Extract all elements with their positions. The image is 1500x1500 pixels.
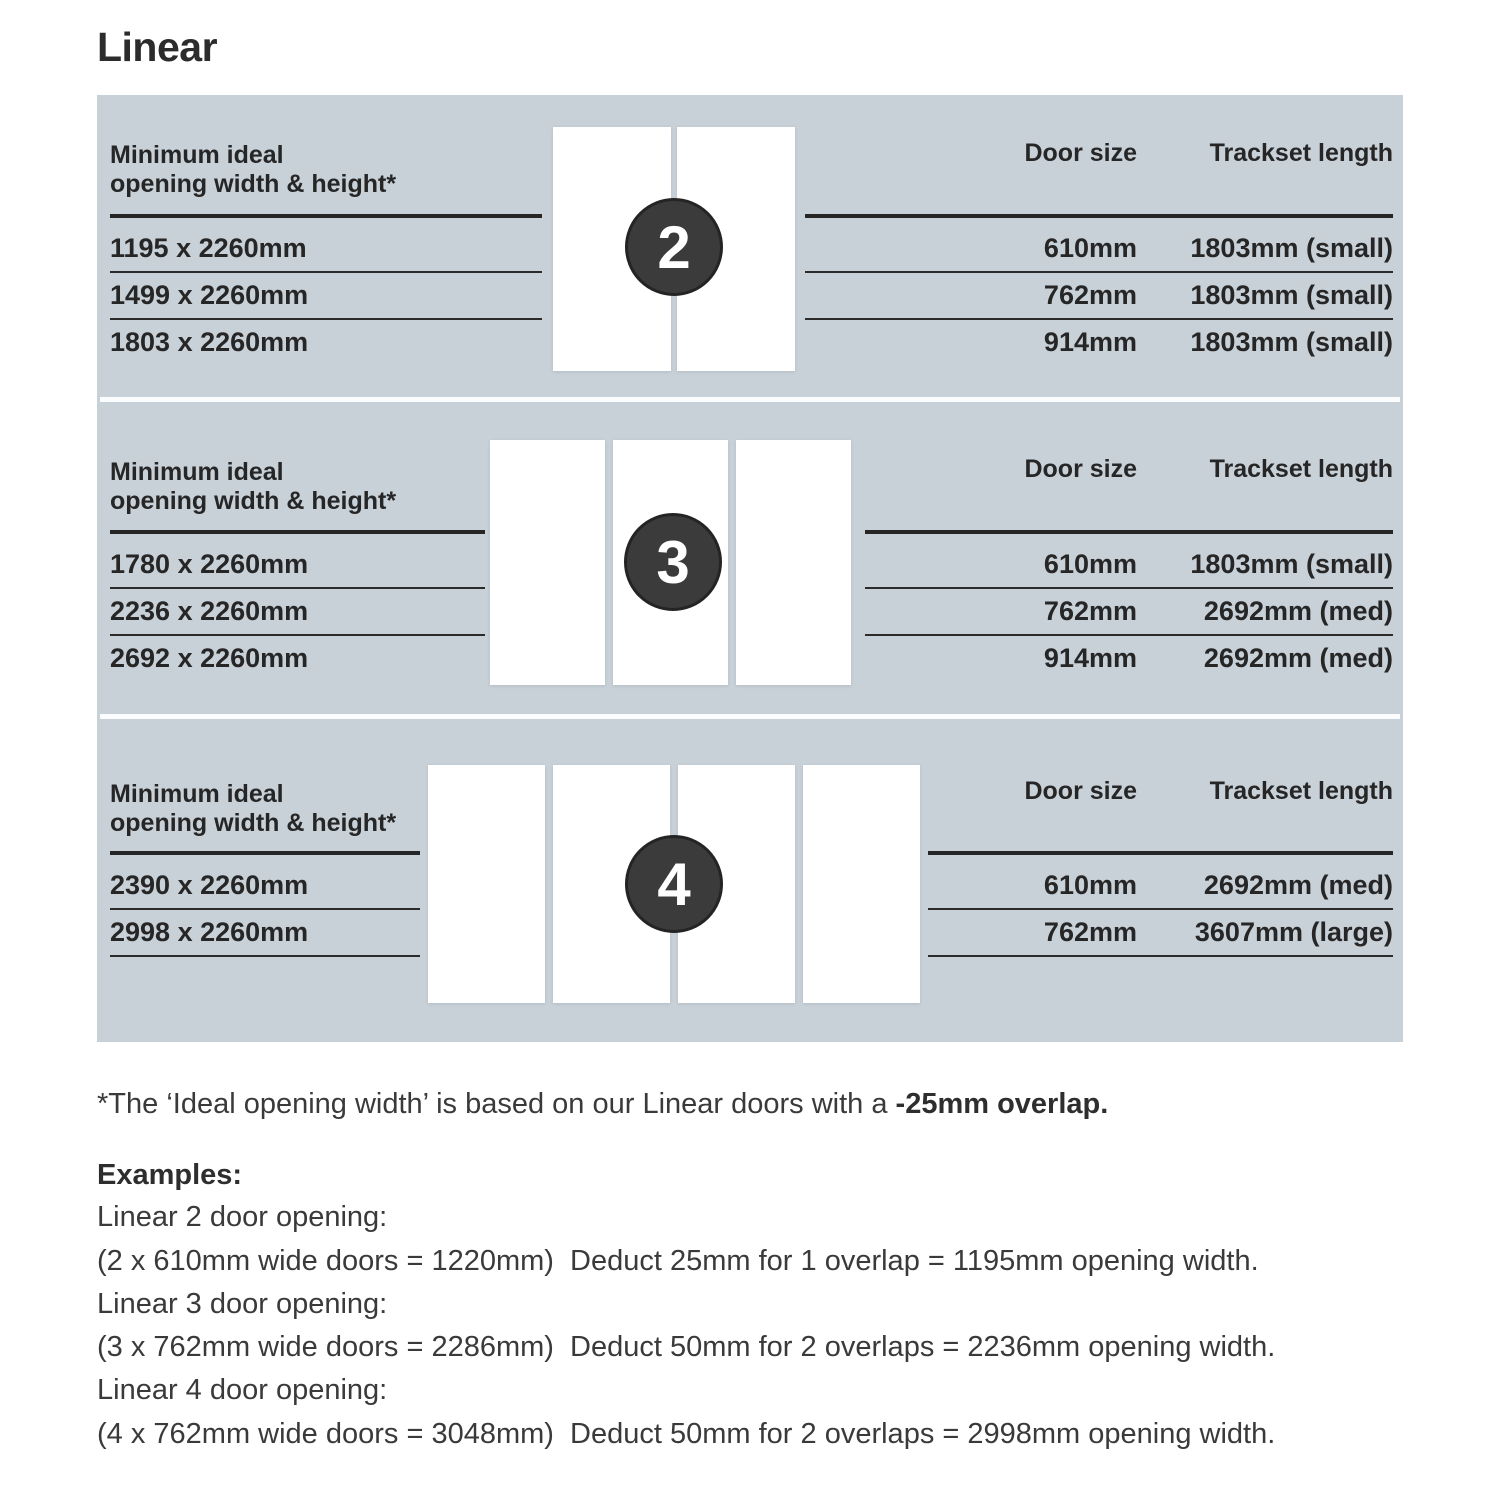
table-rule [110,530,485,534]
door-size-value: 610mm [1043,870,1137,900]
door-size-header: Door size [1024,455,1137,483]
opening-size-row: 1499 x 2260mm [110,273,542,320]
door-panel [736,440,851,685]
opening-header-line2: opening width & height* [110,170,397,198]
opening-header-line1: Minimum ideal [110,458,284,486]
door-size-value: 762mm [1043,596,1137,626]
door-size-value: 610mm [1043,549,1137,579]
opening-table-header [110,780,420,838]
spec-row [865,636,1393,683]
footnote-bold: -25mm overlap. [895,1088,1109,1120]
spec-row-list [805,226,1393,367]
door-count-badge [624,513,722,611]
examples-heading: Examples: [97,1159,243,1191]
spec-row-list [865,542,1393,683]
opening-size-list [110,542,485,683]
door-size-value: 610mm [1043,233,1137,263]
trackset-header: Trackset length [1209,139,1393,167]
opening-size-row: 2998 x 2260mm [110,910,420,957]
footnote [97,1088,1108,1121]
opening-size-row: 2236 x 2260mm [110,589,485,636]
table-rule [110,214,542,218]
opening-size-row: 2692 x 2260mm [110,643,309,673]
door-count-badge [625,835,723,933]
trackset-value: 1803mm (small) [1190,549,1393,579]
door-count-label: 4 [657,850,691,918]
door-panel [428,765,545,1003]
opening-size-row: 1195 x 2260mm [110,226,542,273]
door-size-value: 914mm [1043,327,1137,357]
opening-table-header [110,458,485,516]
door-count-label: 2 [657,213,691,281]
opening-header-line1: Minimum ideal [110,141,284,169]
spec-row [865,589,1393,636]
example-line: Linear 4 door opening: [97,1374,388,1406]
door-count-label: 3 [656,528,690,596]
trackset-value: 1803mm (small) [1190,233,1393,263]
opening-header-line1: Minimum ideal [110,780,284,808]
door-panel [803,765,920,1003]
spec-table-header [865,455,1393,484]
spec-panel [97,95,1403,1042]
table-rule [865,530,1393,534]
table-rule [928,851,1393,855]
door-size-value: 914mm [1043,643,1137,673]
table-rule [805,214,1393,218]
example-line: (2 x 610mm wide doors = 1220mm) Deduct 25mm for 1 overlap = 1195mm opening width. [97,1245,1259,1277]
opening-size-row: 1803 x 2260mm [110,327,309,357]
spec-row [805,320,1393,367]
spec-row [805,226,1393,273]
opening-size-row: 2390 x 2260mm [110,863,420,910]
section-divider [100,397,1400,402]
spec-row [865,542,1393,589]
trackset-value: 1803mm (small) [1190,327,1393,357]
opening-table-header [110,141,542,199]
example-line: Linear 2 door opening: [97,1201,388,1233]
trackset-value: 2692mm (med) [1203,870,1393,900]
door-panel [490,440,605,685]
section-divider [100,714,1400,719]
door-size-value: 762mm [1043,280,1137,310]
door-size-header: Door size [1024,139,1137,167]
trackset-value: 1803mm (small) [1190,280,1393,310]
spec-table-header [805,139,1393,168]
trackset-value: 3607mm (large) [1194,917,1393,947]
page-title: Linear [97,24,218,70]
example-line: Linear 3 door opening: [97,1288,388,1320]
trackset-value: 2692mm (med) [1203,643,1393,673]
spec-table-header [928,777,1393,806]
table-rule [110,851,420,855]
opening-size-list [110,226,542,367]
footnote-regular: *The ‘Ideal opening width’ is based on our Linear doors with a [97,1088,896,1120]
spec-row [928,910,1393,957]
door-size-value: 762mm [1043,917,1137,947]
opening-size-row: 1780 x 2260mm [110,542,485,589]
door-count-badge [625,198,723,296]
door-size-header: Door size [1024,777,1137,805]
spec-row-list [928,863,1393,957]
opening-header-line2: opening width & height* [110,809,397,837]
opening-size-list [110,863,420,957]
trackset-header: Trackset length [1209,455,1393,483]
opening-header-line2: opening width & height* [110,487,397,515]
example-line: (4 x 762mm wide doors = 3048mm) Deduct 50mm for 2 overlaps = 2998mm opening width. [97,1418,1276,1450]
trackset-value: 2692mm (med) [1203,596,1393,626]
spec-row [805,273,1393,320]
example-line: (3 x 762mm wide doors = 2286mm) Deduct 50mm for 2 overlaps = 2236mm opening width. [97,1331,1276,1363]
trackset-header: Trackset length [1209,777,1393,805]
spec-row [928,863,1393,910]
